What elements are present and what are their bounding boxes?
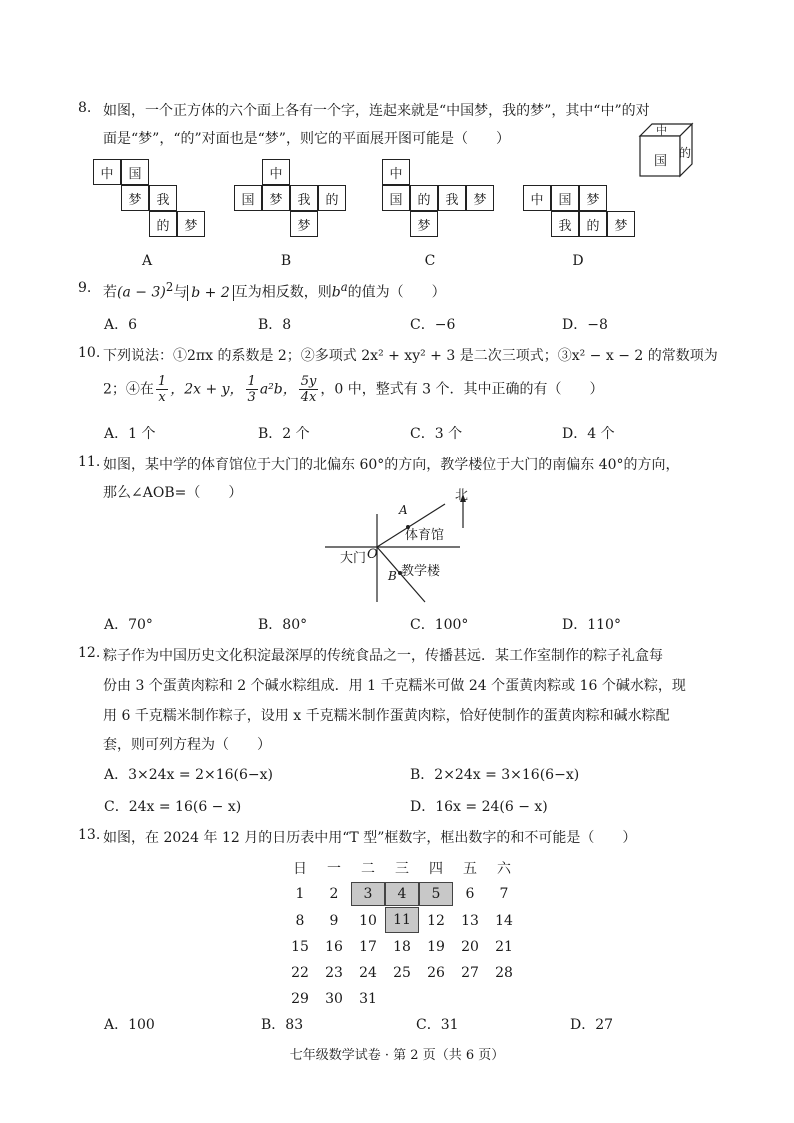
math-expression: a²b，	[259, 381, 297, 398]
page-footer: 七年级数学试卷 · 第 2 页（共 6 页）	[289, 1048, 505, 1063]
net-cell: 的	[410, 185, 438, 211]
question-text: 套，则可列方程为（ ）	[103, 737, 271, 753]
text-fragment: 的值为（ ）	[347, 284, 446, 301]
net-label: A	[141, 253, 153, 269]
question-text: 面是“梦”，“的”对面也是“梦”，则它的平面展开图可能是（ ）	[103, 131, 510, 147]
net-cell: 梦	[262, 185, 290, 211]
net-label: D	[572, 253, 584, 269]
question-number: 9.	[78, 280, 92, 296]
cube-top-label: 中	[656, 124, 667, 137]
net-cell: 的	[318, 185, 346, 211]
option-d: D．16x = 24(6 − x)	[410, 799, 548, 815]
option-a: A．70°	[104, 617, 153, 633]
weekday-header: 三	[395, 861, 409, 877]
calendar-day: 27	[461, 965, 479, 981]
option-c: C．3 个	[410, 426, 463, 442]
question-text: 用 6 千克糯米制作粽子，设用 x 千克糯米制作蛋黄肉粽，恰好使制作的蛋黄肉粽和碱水粽配	[103, 708, 670, 724]
net-cell: 国	[234, 185, 262, 211]
net-cell: 中	[93, 159, 121, 185]
calendar-day: 29	[291, 991, 309, 1007]
text-fragment: ，0 中，整式有 3 个．其中正确的有（ ）	[320, 381, 604, 398]
fraction	[299, 374, 319, 405]
net-cell: 国	[382, 185, 410, 211]
calendar-day: 14	[495, 913, 513, 929]
calendar-day: 25	[393, 965, 411, 981]
option-b: B．83	[261, 1017, 304, 1033]
weekday-header: 六	[497, 861, 511, 877]
text-fragment: 与	[173, 284, 188, 301]
question-text: 那么∠AOB=（ ）	[103, 485, 243, 501]
option-d: D．110°	[562, 617, 621, 633]
net-cell: 梦	[579, 185, 607, 211]
cube-side-label: 的	[679, 146, 692, 160]
question-text: 如图，某中学的体育馆位于大门的北偏东 60°的方向，教学楼位于大门的南偏东 40°的方向，	[103, 457, 680, 473]
weekday-header: 一	[327, 861, 341, 877]
denominator: 3	[247, 390, 256, 405]
option-b: B．8	[258, 317, 292, 333]
net-cell: 梦	[466, 185, 494, 211]
calendar-day: 24	[359, 965, 377, 981]
gym-label: 体育馆	[405, 528, 445, 543]
math-expression: ，2x + y，	[170, 381, 244, 398]
calendar-day-highlighted: 3	[351, 882, 385, 906]
question-number: 11.	[78, 454, 101, 470]
question-number: 10.	[78, 345, 101, 361]
net-cell: 梦	[121, 185, 149, 211]
option-b: B．80°	[258, 617, 308, 633]
option-a: A．6	[104, 317, 138, 333]
option-b: B．2×24x = 3×16(6−x)	[410, 767, 580, 783]
question-number: 13.	[78, 827, 101, 843]
text-fragment: 2；④在	[103, 381, 154, 398]
text-fragment: 互为相反数，则	[233, 284, 332, 301]
option-d: D．4 个	[562, 426, 615, 442]
point-o-label: O	[367, 547, 378, 562]
cube-front-label: 国	[654, 154, 668, 169]
calendar-day: 30	[325, 991, 343, 1007]
calendar-day: 15	[291, 939, 309, 955]
option-d: D．−8	[562, 317, 608, 333]
net-cell: 的	[149, 211, 177, 237]
net-cell: 我	[551, 211, 579, 237]
option-a: A．3×24x = 2×16(6−x)	[104, 767, 273, 783]
calendar-day: 20	[461, 939, 479, 955]
point-a-label: A	[399, 503, 408, 517]
weekday-header: 日	[293, 861, 307, 877]
question-text: 如图，一个正方体的六个面上各有一个字，连起来就是“中国梦，我的梦”，其中“中”的对	[103, 103, 650, 119]
point-b-label: B	[388, 569, 397, 583]
calendar-day-highlighted: 11	[385, 907, 419, 933]
net-cell: 中	[382, 159, 410, 185]
option-d: D．27	[570, 1017, 614, 1033]
math-expression: (a − 3)	[117, 284, 166, 301]
net-cell: 我	[438, 185, 466, 211]
exponent: a	[340, 280, 348, 294]
option-b: B．2 个	[258, 426, 310, 442]
calendar-day-highlighted: 4	[385, 882, 419, 906]
calendar-day-highlighted: 5	[419, 882, 453, 906]
absolute-value-expression: b + 2	[187, 285, 234, 301]
net-cell: 梦	[607, 211, 635, 237]
option-a: A．100	[104, 1017, 155, 1033]
calendar-day: 13	[461, 913, 479, 929]
calendar-day: 23	[325, 965, 343, 981]
denominator: x	[158, 390, 166, 405]
net-cell: 中	[262, 159, 290, 185]
denominator: 4x	[300, 390, 317, 405]
net-label: B	[280, 253, 292, 269]
fraction	[246, 374, 258, 405]
option-c: C．31	[416, 1017, 459, 1033]
net-label: C	[424, 253, 436, 269]
numerator: 5y	[300, 374, 317, 389]
gate-label: 大门	[340, 551, 367, 566]
option-c: C．100°	[410, 617, 469, 633]
calendar-day: 6	[465, 886, 475, 902]
fraction	[156, 374, 168, 405]
numerator: 1	[247, 374, 256, 389]
weekday-header: 二	[361, 861, 375, 877]
calendar-day: 2	[329, 886, 339, 902]
net-cell: 国	[121, 159, 149, 185]
calendar-day: 9	[329, 913, 339, 929]
question-text	[103, 280, 446, 302]
calendar-day: 8	[295, 913, 305, 929]
question-text: 粽子作为中国历史文化积淀最深厚的传统食品之一，传播甚远．某工作室制作的粽子礼盒每	[103, 648, 663, 664]
weekday-header: 四	[429, 861, 443, 877]
net-cell: 我	[290, 185, 318, 211]
weekday-header: 五	[463, 861, 477, 877]
option-c: C．24x = 16(6 − x)	[104, 799, 242, 815]
calendar-day: 28	[495, 965, 513, 981]
calendar-day: 22	[291, 965, 309, 981]
net-cell: 梦	[177, 211, 205, 237]
calendar-day: 31	[359, 991, 377, 1007]
text-fragment: 若	[103, 284, 117, 301]
question-text: 份由 3 个蛋黄肉粽和 2 个碱水粽组成．用 1 千克糯米可做 24 个蛋黄肉粽或 16 个碱水粽，现	[103, 678, 686, 694]
numerator: 1	[157, 374, 167, 389]
net-cell: 的	[579, 211, 607, 237]
exponent: 2	[165, 280, 174, 294]
option-a: A．1 个	[104, 426, 156, 442]
question-text: 如图，在 2024 年 12 月的日历表中用“T 型”框数字，框出数字的和不可能是（ ）	[103, 830, 637, 846]
calendar-day: 7	[499, 886, 509, 902]
net-cell: 梦	[290, 211, 318, 237]
question-text: 下列说法：①2πx 的系数是 2；②多项式 2x² + xy² + 3 是二次三项式；③x² − x − 2 的常数项为	[103, 348, 718, 364]
question-text	[103, 374, 604, 405]
question-number: 8.	[78, 100, 92, 116]
school-building-label: 教学楼	[401, 564, 441, 579]
calendar-day: 18	[393, 939, 411, 955]
calendar-day: 1	[295, 886, 305, 902]
option-c: C．−6	[410, 317, 456, 333]
north-label: 北	[455, 488, 469, 503]
question-number: 12.	[78, 645, 101, 661]
calendar-day: 10	[359, 913, 377, 929]
math-variable: b	[331, 284, 341, 301]
net-cell: 梦	[410, 211, 438, 237]
calendar-day: 26	[427, 965, 445, 981]
calendar-day: 19	[427, 939, 445, 955]
calendar-day: 12	[427, 913, 445, 929]
net-cell: 中	[523, 185, 551, 211]
calendar-day: 17	[359, 939, 377, 955]
net-cell: 我	[149, 185, 177, 211]
calendar-day: 16	[325, 939, 343, 955]
calendar-day: 21	[495, 939, 513, 955]
net-cell: 国	[551, 185, 579, 211]
